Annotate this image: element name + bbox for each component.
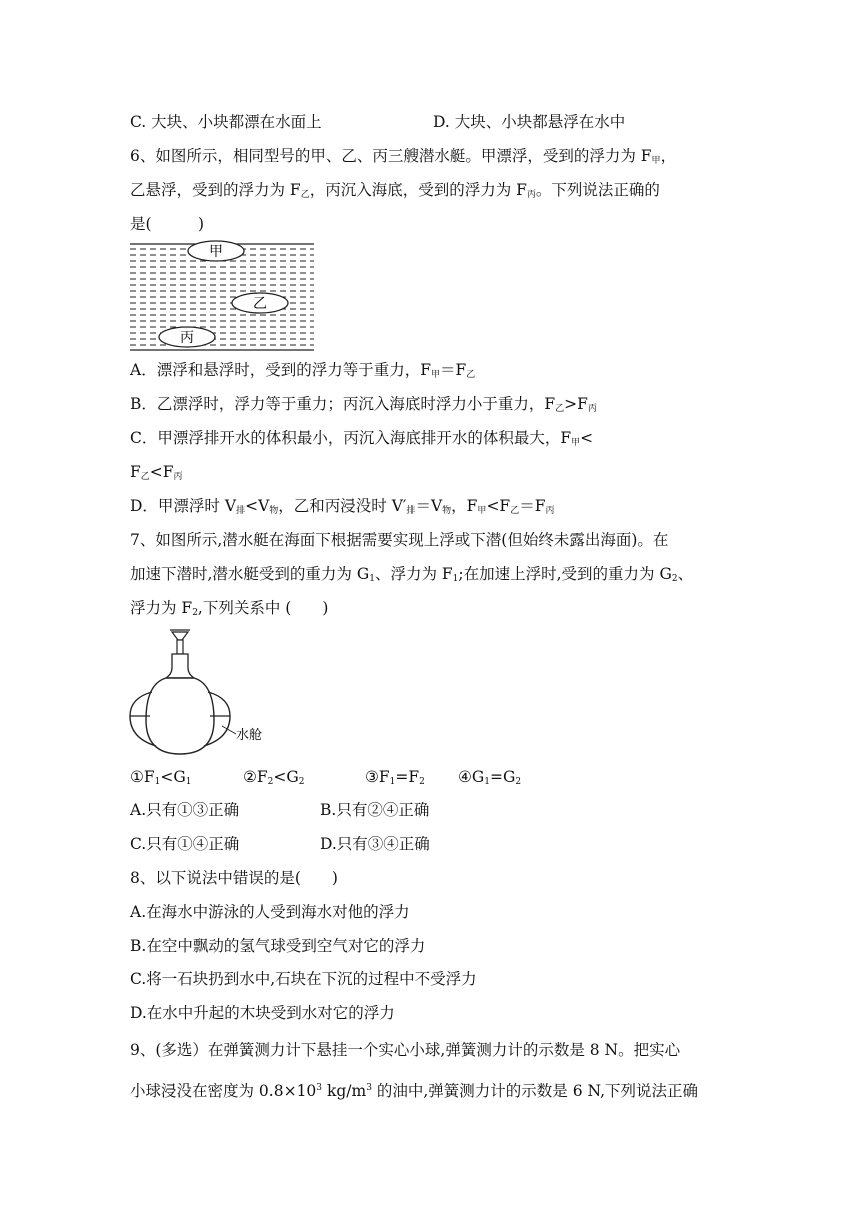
label-bing: 丙 <box>180 330 194 346</box>
q7-option-b: B.只有②④正确 <box>320 801 430 819</box>
q7-option-a: A.只有①③正确 <box>130 801 240 819</box>
q8-option-c: C.将一石块扔到水中,石块在下沉的过程中不受浮力 <box>130 970 477 988</box>
q6-option-c-line2: $F_乙<F_丙$ <box>130 463 183 482</box>
q6-option-a: A．漂浮和悬浮时，受到的浮力等于重力，$F_甲=F_乙$ <box>130 361 476 380</box>
q9-stem-line2: 小球浸没在密度为 $0.8\times 10^3$ $kg/m^3$ 的油中,弹簧测力计的示数是 6 N,下列说法正确 <box>130 1082 699 1100</box>
q7-submarine-figure <box>128 628 278 758</box>
q7-statement-1: $①F_1<G_1$ <box>130 768 192 787</box>
q7-option-d: D.只有③④正确 <box>320 835 430 853</box>
q8-option-d: D.在水中升起的木块受到水对它的浮力 <box>130 1004 395 1022</box>
q7-stem-line3: 浮力为 $F_2$,下列关系中 ( ) <box>130 599 329 618</box>
label-yi: 乙 <box>253 296 267 312</box>
q6-stem-line3: 是( ) <box>130 215 205 233</box>
q6-option-d: D．甲漂浮时 $V_排<V_物$，乙和丙浸没时 $V'_排=V_物$，$F_甲<F_乙=F_丙$ <box>130 497 555 516</box>
q8-stem: 8、以下说法中错误的是( ) <box>130 869 338 887</box>
q7-option-c: C.只有①④正确 <box>130 835 240 853</box>
q7-stem-line2: 加速下潜时,潜水艇受到的重力为 $G_1$、浮力为 $F_1$;在加速上浮时,受到的重力为 $G_2$、 <box>130 565 694 584</box>
q7-statement-3: $③F_1=F_2$ <box>365 768 425 787</box>
q9-stem-line1: 9、(多选）在弹簧测力计下悬挂一个实心小球,弹簧测力计的示数是 8 N。把实心 <box>130 1041 681 1059</box>
q7-stem-line1: 7、如图所示,潜水艇在海面下根据需要实现上浮或下潜(但始终未露出海面)。在 <box>130 531 669 549</box>
q7-statement-4: $④G_1=G_2$ <box>458 768 522 787</box>
q6-option-b: B．乙漂浮时，浮力等于重力；丙沉入海底时浮力小于重力，$F_乙>F_丙$ <box>130 395 597 414</box>
q8-option-b: B.在空中飘动的氢气球受到空气对它的浮力 <box>130 937 426 955</box>
q8-option-a: A.在海水中游泳的人受到海水对他的浮力 <box>130 903 410 921</box>
q5-option-c: C. 大块、小块都漂在水面上 <box>130 113 322 131</box>
q5-option-d: D. 大块、小块都悬浮在水中 <box>433 113 626 131</box>
q6-stem-line1: 6、如图所示，相同型号的甲、乙、丙三艘潜水艇。甲漂浮，受到的浮力为 $F_甲$， <box>130 147 677 166</box>
label-ballast-tank: 水舱 <box>236 728 263 743</box>
q6-stem-line2: 乙悬浮，受到的浮力为 $F_乙$，丙沉入海底，受到的浮力为 $F_丙$。下列说法正确的 <box>130 181 660 200</box>
q7-statement-2: $②F_2<G_2$ <box>243 768 305 787</box>
q6-submarine-figure <box>130 240 314 352</box>
label-jia: 甲 <box>209 244 223 260</box>
q6-option-c-line1: C．甲漂浮排开水的体积最小，丙沉入海底排开水的体积最大，$F_甲<$ <box>130 429 594 448</box>
